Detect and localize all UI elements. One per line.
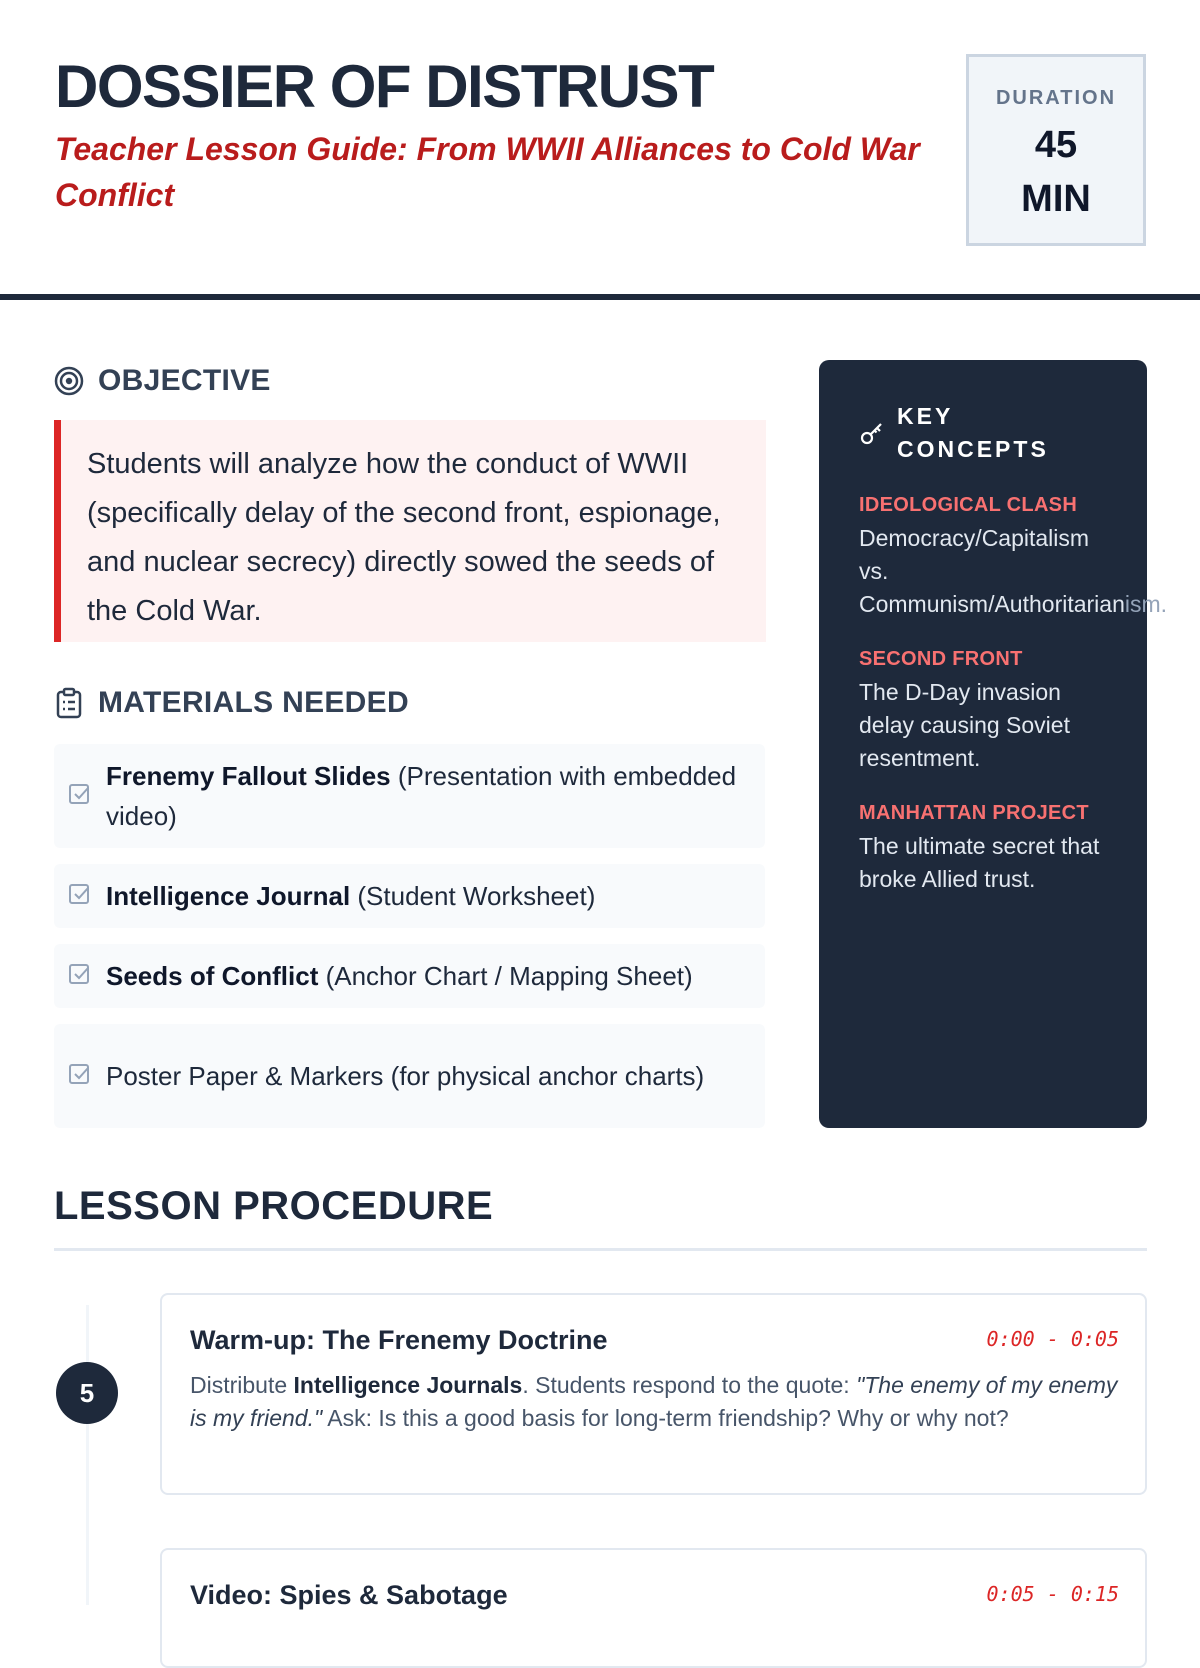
objective-heading-text: OBJECTIVE — [98, 364, 271, 397]
materials-heading — [54, 686, 409, 720]
page-subtitle: Teacher Lesson Guide: From WWII Alliances to Cold War Conflict — [55, 131, 920, 213]
step-desc-quote: "The enemy of my enemy is my friend." — [190, 1372, 1118, 1431]
material-text — [106, 876, 595, 916]
material-item — [54, 944, 765, 1008]
material-text — [106, 756, 765, 836]
material-name: Seeds of Conflict — [106, 961, 319, 991]
step-desc-bold: Intelligence Journals — [293, 1372, 523, 1398]
material-note: Poster Paper & Markers (for physical anchor charts) — [106, 1061, 705, 1091]
checkbox-icon — [68, 782, 92, 811]
concept-desc-line: Communism/Authoritarian — [859, 591, 1125, 617]
concept-term: SECOND FRONT — [859, 648, 1023, 670]
concept-term: MANHATTAN PROJECT — [859, 802, 1089, 824]
concept-desc — [859, 522, 1199, 621]
material-text — [106, 956, 693, 996]
procedure-heading: LESSON PROCEDURE — [54, 1184, 494, 1228]
concept-desc-line: vs. — [859, 558, 889, 584]
material-text — [106, 1056, 704, 1096]
key-concepts-panel — [819, 360, 1168, 1128]
materials-heading-text: MATERIALS NEEDED — [98, 686, 409, 719]
step-card-video — [160, 1548, 1147, 1668]
step-desc-part: . Students respond to the quote: — [522, 1372, 857, 1398]
step-desc-part: Ask: Is this a good basis for long-term friendship? Why or why not? — [322, 1405, 1009, 1431]
checkbox-icon — [68, 882, 92, 911]
clipboard-icon — [54, 687, 84, 719]
step-time: 0:05 - 0:15 — [986, 1582, 1119, 1606]
material-note: (Presentation with embedded video) — [106, 761, 737, 831]
step-card-warmup — [160, 1293, 1147, 1495]
key-concepts-heading — [859, 400, 1057, 466]
checkbox-icon — [68, 962, 92, 991]
step-description — [190, 1369, 1119, 1435]
material-name: Frenemy Fallout Slides — [106, 761, 391, 791]
material-note: (Student Worksheet) — [350, 881, 596, 911]
procedure-divider — [54, 1248, 1147, 1251]
step-number-badge: 5 — [56, 1362, 118, 1424]
page-title: DOSSIER OF DISTRUST — [55, 53, 714, 120]
material-name: Intelligence Journal — [106, 881, 351, 911]
material-item — [54, 744, 765, 848]
concept-second-front — [859, 646, 1109, 775]
duration-box — [966, 54, 1146, 246]
duration-value: 45 MIN — [1021, 124, 1091, 220]
material-item — [54, 864, 765, 928]
objective-box — [54, 420, 766, 642]
concept-term: IDEOLOGICAL CLASH — [859, 494, 1078, 516]
material-note: (Anchor Chart / Mapping Sheet) — [318, 961, 693, 991]
concept-ideological-clash — [859, 492, 1199, 621]
concept-desc: The D-Day invasion delay causing Soviet resentment. — [859, 679, 1070, 771]
key-concepts-title: KEY CONCEPTS — [897, 403, 1049, 462]
material-item — [54, 1024, 765, 1128]
step-desc-part: Distribute — [190, 1372, 294, 1398]
step-title: Warm-up: The Frenemy Doctrine — [190, 1325, 608, 1355]
step-title: Video: Spies & Sabotage — [190, 1580, 508, 1610]
header — [0, 0, 1200, 300]
concept-desc-overflow: ism. — [1124, 591, 1168, 617]
checkbox-icon — [68, 1062, 92, 1091]
concept-desc: The ultimate secret that broke Allied trust. — [859, 833, 1100, 892]
concept-manhattan-project — [859, 800, 1119, 896]
step-time: 0:00 - 0:05 — [986, 1327, 1119, 1351]
target-icon — [54, 366, 84, 396]
duration-label: DURATION — [995, 87, 1117, 109]
objective-heading — [54, 364, 271, 398]
timeline-line — [86, 1305, 89, 1605]
concept-desc-line: Democracy/Capitalism — [859, 525, 1090, 551]
key-icon — [859, 420, 885, 446]
objective-text: Students will analyze how the conduct of WWII (specifically delay of the second front, espionage, and nuclear secrecy) directly sowed the seeds of the Cold War. — [87, 448, 721, 627]
